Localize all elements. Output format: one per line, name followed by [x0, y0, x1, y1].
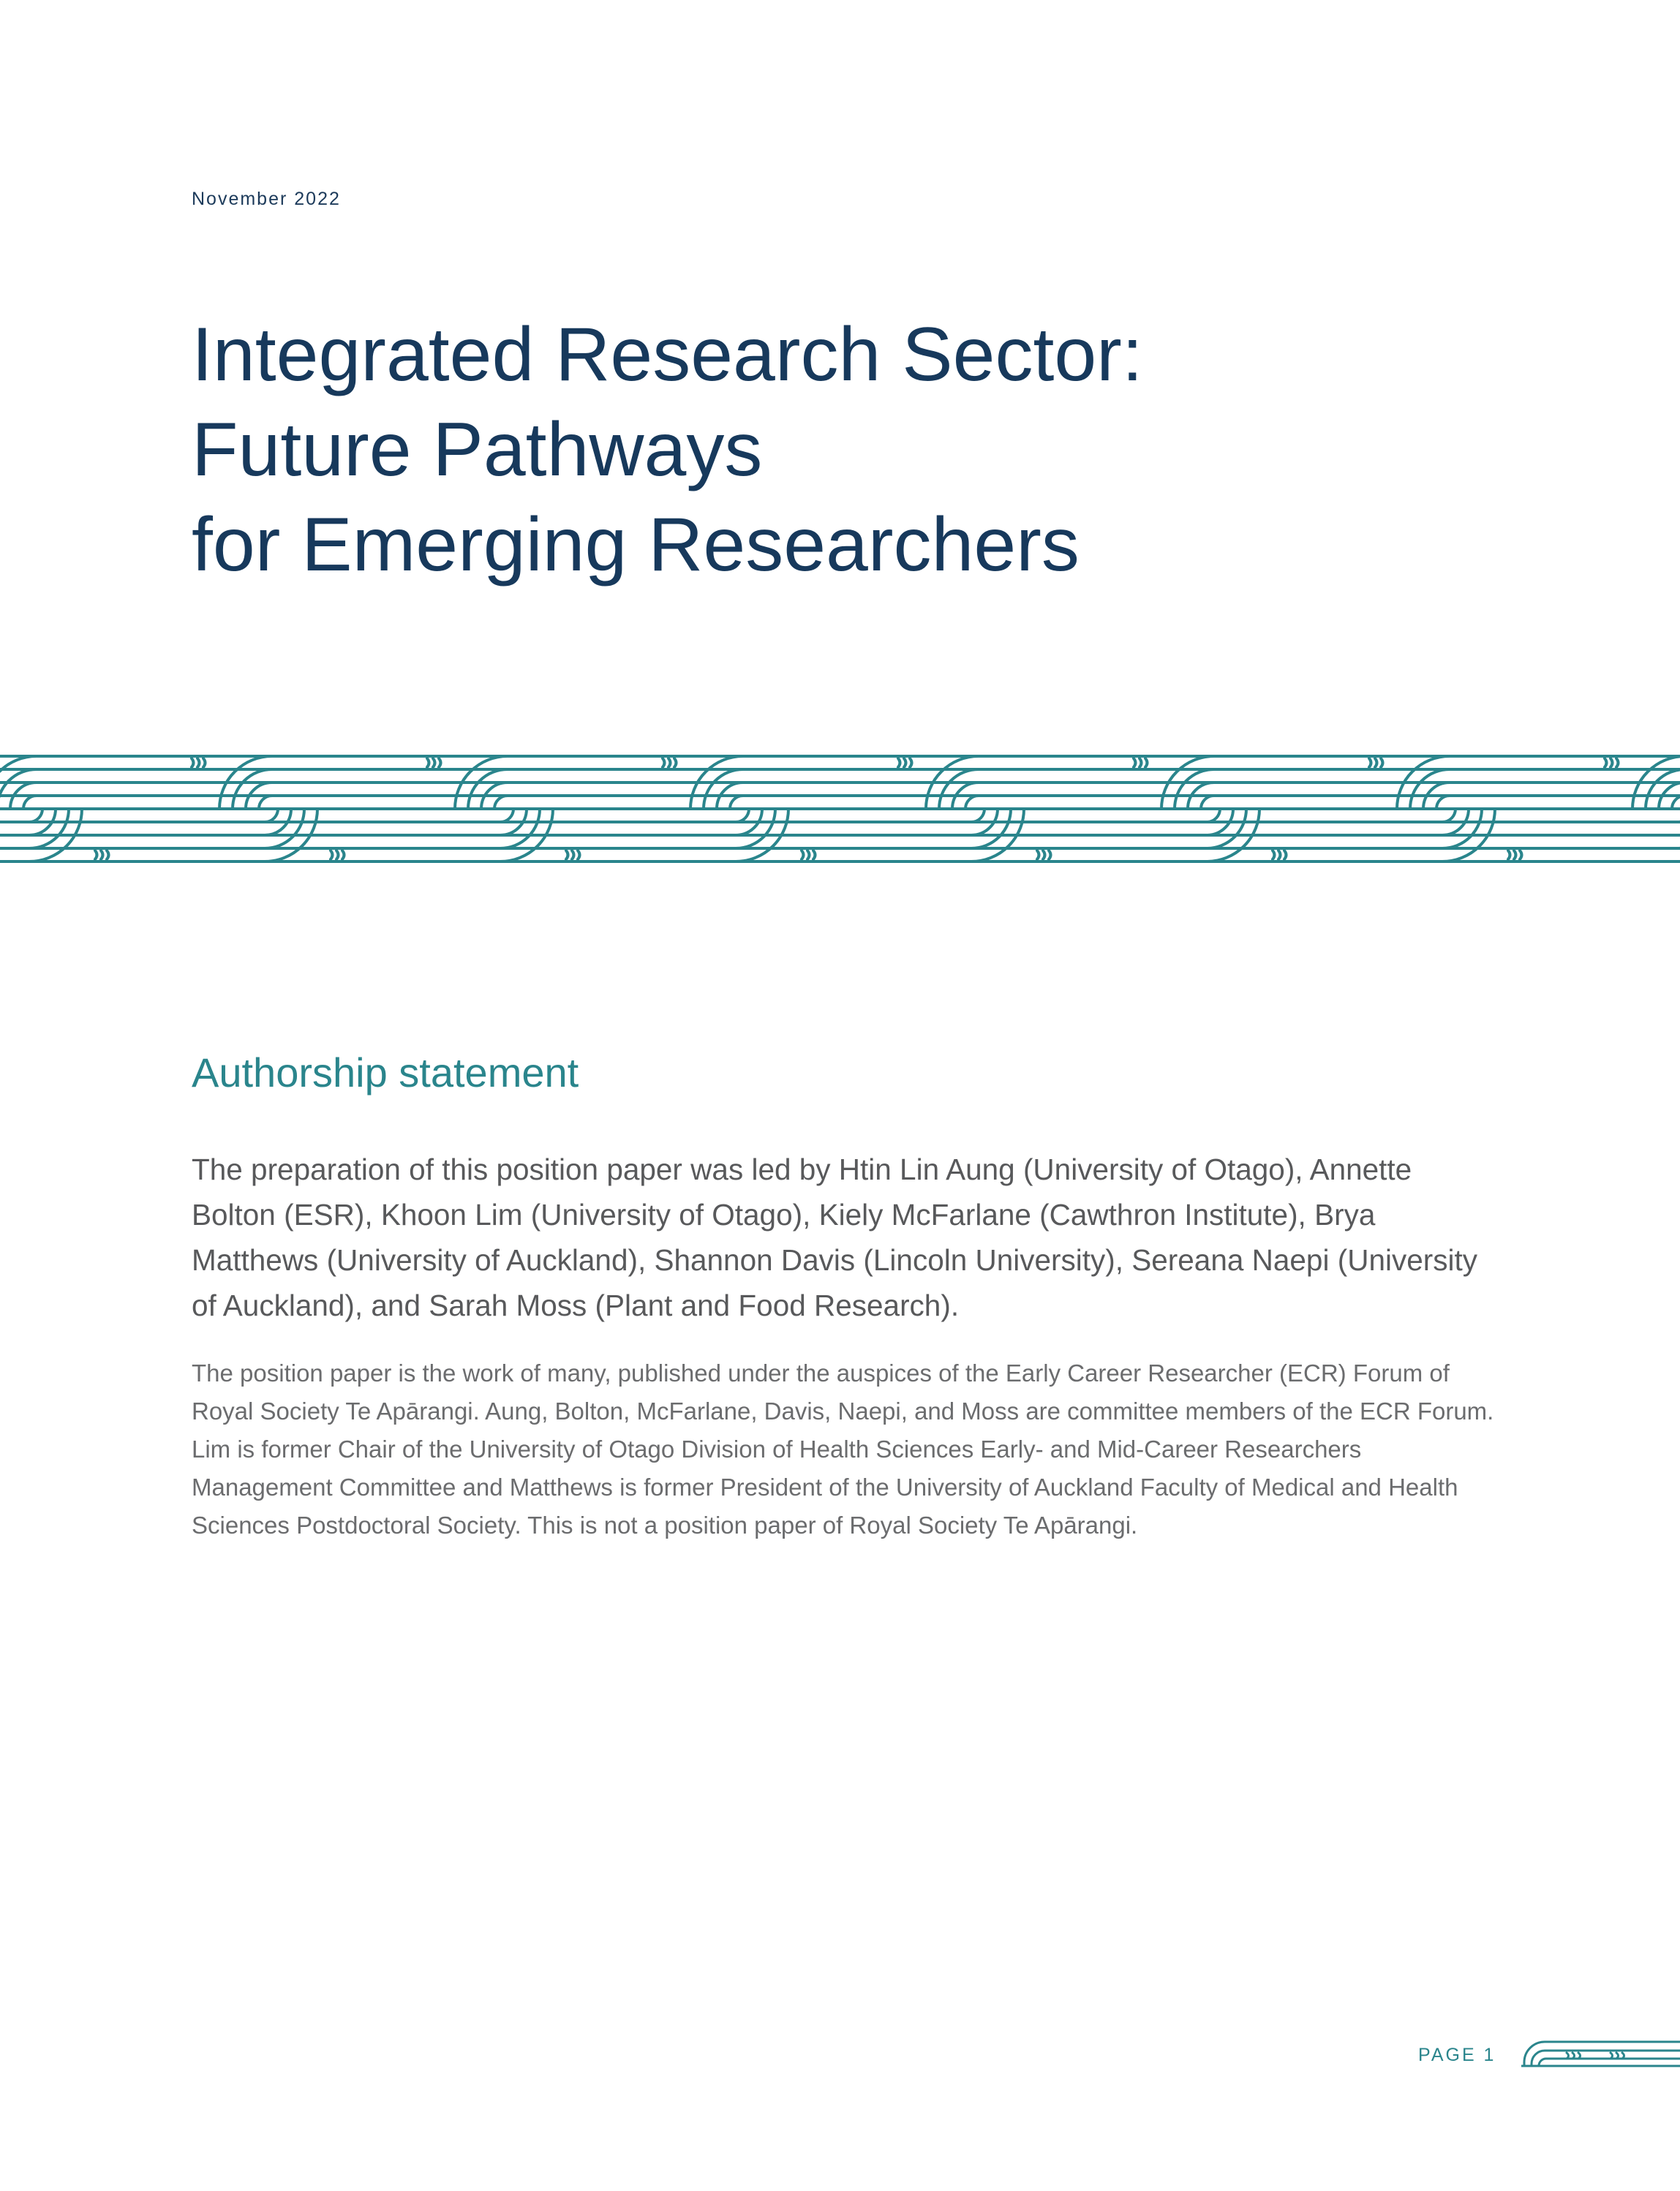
woven-pattern-band [0, 749, 1680, 873]
title-line-1: Integrated Research Sector: [192, 312, 1143, 397]
document-title [192, 307, 1362, 592]
publication-date: November 2022 [192, 189, 341, 209]
section-heading-authorship: Authorship statement [192, 1049, 579, 1096]
title-line-2: Future Pathways [192, 407, 763, 492]
authorship-lead-paragraph: The preparation of this position paper was led by Htin Lin Aung (University of Otago), Annette Bolton (ESR), Khoon Lim (University of Otago), Kiely McFarlane (Cawthron Institute), Brya Matthews (University of Auckland), Shannon Davis (Lincoln University), Sereana Naepi (University of Auckland), and Sarah Moss (Plant and Food Research). [192, 1153, 1477, 1322]
title-line-3: for Emerging Researchers [192, 502, 1080, 587]
authorship-body-paragraph: The position paper is the work of many, published under the auspices of the Early Career Researcher (ECR) Forum of Royal Society Te Apārangi. Aung, Bolton, McFarlane, Davis, Naepi, and Moss are committee members of the ECR Forum. Lim is former Chair of the University of Otago Division of Health Sciences Early- and Mid-Career Researchers Management Committee and Matthews is former President of the University of Auckland Faculty of Medical and Health Sciences Postdoctoral Society. This is not a position paper of Royal Society Te Apārangi. [192, 1360, 1494, 1539]
page-number: PAGE 1 [1418, 2045, 1496, 2065]
woven-pattern-corner-icon [1521, 2036, 1680, 2068]
